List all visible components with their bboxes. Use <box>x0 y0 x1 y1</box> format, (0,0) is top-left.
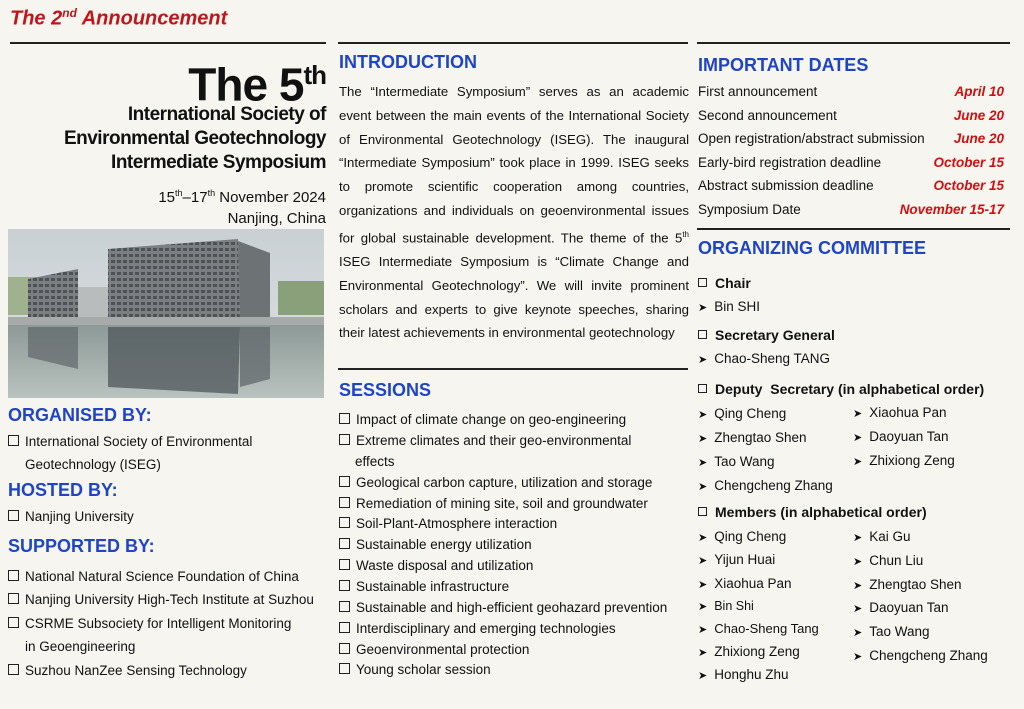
square-bullet-icon <box>698 507 707 516</box>
arrow-bullet-icon: ➤ <box>853 456 863 468</box>
symposium-title: International Society of Environmental Geotechnology Intermediate Symposium <box>63 104 326 173</box>
arrow-bullet-icon: ➤ <box>853 603 863 615</box>
list-item: Suzhou NanZee Sensing Technology <box>8 662 247 680</box>
checkbox-icon <box>339 559 350 570</box>
date-value: June 20 <box>953 108 1004 123</box>
square-bullet-icon <box>698 278 707 287</box>
committee-member: ➤ Chun Liu <box>853 553 924 568</box>
date-label: Open registration/abstract submission <box>698 131 925 146</box>
list-item: Nanjing University High-Tech Institute at Suzhou <box>8 591 314 609</box>
arrow-bullet-icon: ➤ <box>853 408 863 420</box>
committee-member: ➤ Chao-Sheng TANG <box>698 351 831 366</box>
divider <box>697 42 1010 44</box>
session-item: Waste disposal and utilization <box>339 557 533 575</box>
date-label: Abstract submission deadline <box>698 178 874 193</box>
list-item: National Natural Science Foundation of China <box>8 568 299 586</box>
date-value: June 20 <box>953 131 1004 146</box>
important-dates-heading: IMPORTANT DATES <box>698 55 869 75</box>
date-value: October 15 <box>933 178 1004 193</box>
organised-by-heading: ORGANISED BY: <box>8 405 152 425</box>
list-item: International Society of Environmental <box>8 433 252 451</box>
checkbox-icon <box>339 663 350 674</box>
session-item: Extreme climates and their geo-environmental <box>339 432 631 450</box>
date-label: Early-bird registration deadline <box>698 155 882 170</box>
introduction-text: The “Intermediate Symposium” serves as an academic event between the main events of the International Society of Environmental Geotechnology (ISEG). The inaugural “Intermediate Symposium” took place in 1999. ISEG seeks to promote scientific cooperation among countries, organizations and individuals on geoenvironmental issues for global sustainable development. The theme of the 5th ISEG Intermediate Symposium is “Climate Change and Environmental Geotechnology”. We will invite prominent scholars and experts to give keynote speeches, sharing their latest achievements in environmental geotechnology <box>339 84 689 341</box>
venue-photo <box>8 229 324 398</box>
checkbox-icon <box>339 517 350 528</box>
session-item: Interdisciplinary and emerging technologies <box>339 620 616 638</box>
arrow-bullet-icon: ➤ <box>698 555 708 567</box>
symposium-number: The 5th <box>188 58 326 111</box>
list-item: Geotechnology (ISEG) <box>25 457 161 472</box>
checkbox-icon <box>339 643 350 654</box>
square-bullet-icon <box>698 330 707 339</box>
session-item: Impact of climate change on geo-engineering <box>339 411 626 429</box>
arrow-bullet-icon: ➤ <box>698 601 708 613</box>
arrow-bullet-icon: ➤ <box>853 556 863 568</box>
session-item: Geological carbon capture, utilization and storage <box>339 474 652 492</box>
arrow-bullet-icon: ➤ <box>853 532 863 544</box>
members-label: Members (in alphabetical order) <box>698 504 927 520</box>
divider <box>338 368 688 370</box>
checkbox-icon <box>339 434 350 445</box>
arrow-bullet-icon: ➤ <box>853 432 863 444</box>
arrow-bullet-icon: ➤ <box>698 409 708 421</box>
divider <box>338 42 688 44</box>
arrow-bullet-icon: ➤ <box>698 457 708 469</box>
list-item: in Geoengineering <box>25 639 136 654</box>
square-bullet-icon <box>698 384 707 393</box>
session-item: Remediation of mining site, soil and groundwater <box>339 495 648 513</box>
introduction-heading: INTRODUCTION <box>339 52 477 72</box>
checkbox-icon <box>339 622 350 633</box>
arrow-bullet-icon: ➤ <box>698 647 708 659</box>
arrow-bullet-icon: ➤ <box>698 579 708 591</box>
committee-member: ➤ Zhixiong Zeng <box>698 644 800 659</box>
arrow-bullet-icon: ➤ <box>698 481 708 493</box>
date-value: October 15 <box>933 155 1004 170</box>
hosted-by-heading: HOSTED BY: <box>8 480 118 500</box>
deputy-secretary-label: Deputy Secretary (in alphabetical order) <box>698 381 984 397</box>
date-value: April 10 <box>954 84 1004 99</box>
session-item: Sustainable and high-efficient geohazard prevention <box>339 599 667 617</box>
divider <box>10 42 326 44</box>
committee-member: ➤ Bin Shi <box>698 599 754 613</box>
committee-member: ➤ Bin SHI <box>698 299 760 314</box>
committee-member: ➤ Qing Cheng <box>698 406 787 421</box>
checkbox-icon <box>339 476 350 487</box>
committee-member: ➤ Chao-Sheng Tang <box>698 621 819 636</box>
date-label: Symposium Date <box>698 202 801 217</box>
committee-member: ➤ Chengcheng Zhang <box>698 478 833 493</box>
committee-member: ➤ Zhengtao Shen <box>698 430 807 445</box>
checkbox-icon <box>339 538 350 549</box>
committee-member: ➤ Xiaohua Pan <box>853 405 947 420</box>
arrow-bullet-icon: ➤ <box>698 670 708 682</box>
arrow-bullet-icon: ➤ <box>698 532 708 544</box>
announcement-title: The 2nd Announcement <box>10 6 228 30</box>
checkbox-icon <box>339 580 350 591</box>
arrow-bullet-icon: ➤ <box>698 302 708 314</box>
checkbox-icon <box>339 497 350 508</box>
arrow-bullet-icon: ➤ <box>698 354 708 366</box>
checkbox-icon <box>8 593 19 604</box>
arrow-bullet-icon: ➤ <box>853 651 863 663</box>
session-item: effects <box>355 454 395 469</box>
committee-member: ➤ Zhengtao Shen <box>853 577 962 592</box>
symposium-date-place: 15th–17th November 2024 Nanjing, China <box>158 188 326 227</box>
committee-member: ➤ Honghu Zhu <box>698 667 789 682</box>
committee-member: ➤ Kai Gu <box>853 529 911 544</box>
date-value: November 15-17 <box>899 202 1004 217</box>
checkbox-icon <box>8 570 19 581</box>
session-item: Soil-Plant-Atmosphere interaction <box>339 515 557 533</box>
sessions-heading: SESSIONS <box>339 380 432 400</box>
chair-label: Chair <box>698 275 751 291</box>
supported-by-heading: SUPPORTED BY: <box>8 536 155 556</box>
committee-member: ➤ Daoyuan Tan <box>853 600 949 615</box>
committee-member: ➤ Zhixiong Zeng <box>853 453 955 468</box>
arrow-bullet-icon: ➤ <box>698 433 708 445</box>
checkbox-icon <box>8 617 19 628</box>
committee-member: ➤ Qing Cheng <box>698 529 787 544</box>
session-item: Young scholar session <box>339 661 491 679</box>
secretary-label: Secretary General <box>698 327 835 343</box>
committee-member: ➤ Daoyuan Tan <box>853 429 949 444</box>
list-item: Nanjing University <box>8 508 134 526</box>
committee-member: ➤ Yijun Huai <box>698 552 776 567</box>
arrow-bullet-icon: ➤ <box>853 627 863 639</box>
date-label: Second announcement <box>698 108 837 123</box>
checkbox-icon <box>339 601 350 612</box>
committee-member: ➤ Tao Wang <box>698 454 775 469</box>
checkbox-icon <box>8 435 19 446</box>
list-item: CSRME Subsociety for Intelligent Monitoring <box>8 615 291 633</box>
arrow-bullet-icon: ➤ <box>853 580 863 592</box>
checkbox-icon <box>8 664 19 675</box>
arrow-bullet-icon: ➤ <box>698 624 708 636</box>
session-item: Sustainable infrastructure <box>339 578 509 596</box>
date-label: First announcement <box>698 84 818 99</box>
session-item: Geoenvironmental protection <box>339 641 529 659</box>
checkbox-icon <box>339 413 350 424</box>
checkbox-icon <box>8 510 19 521</box>
committee-member: ➤ Xiaohua Pan <box>698 576 792 591</box>
divider <box>697 228 1010 230</box>
session-item: Sustainable energy utilization <box>339 536 532 554</box>
committee-member: ➤ Chengcheng Zhang <box>853 648 988 663</box>
organizing-committee-heading: ORGANIZING COMMITTEE <box>698 238 926 258</box>
committee-member: ➤ Tao Wang <box>853 624 930 639</box>
